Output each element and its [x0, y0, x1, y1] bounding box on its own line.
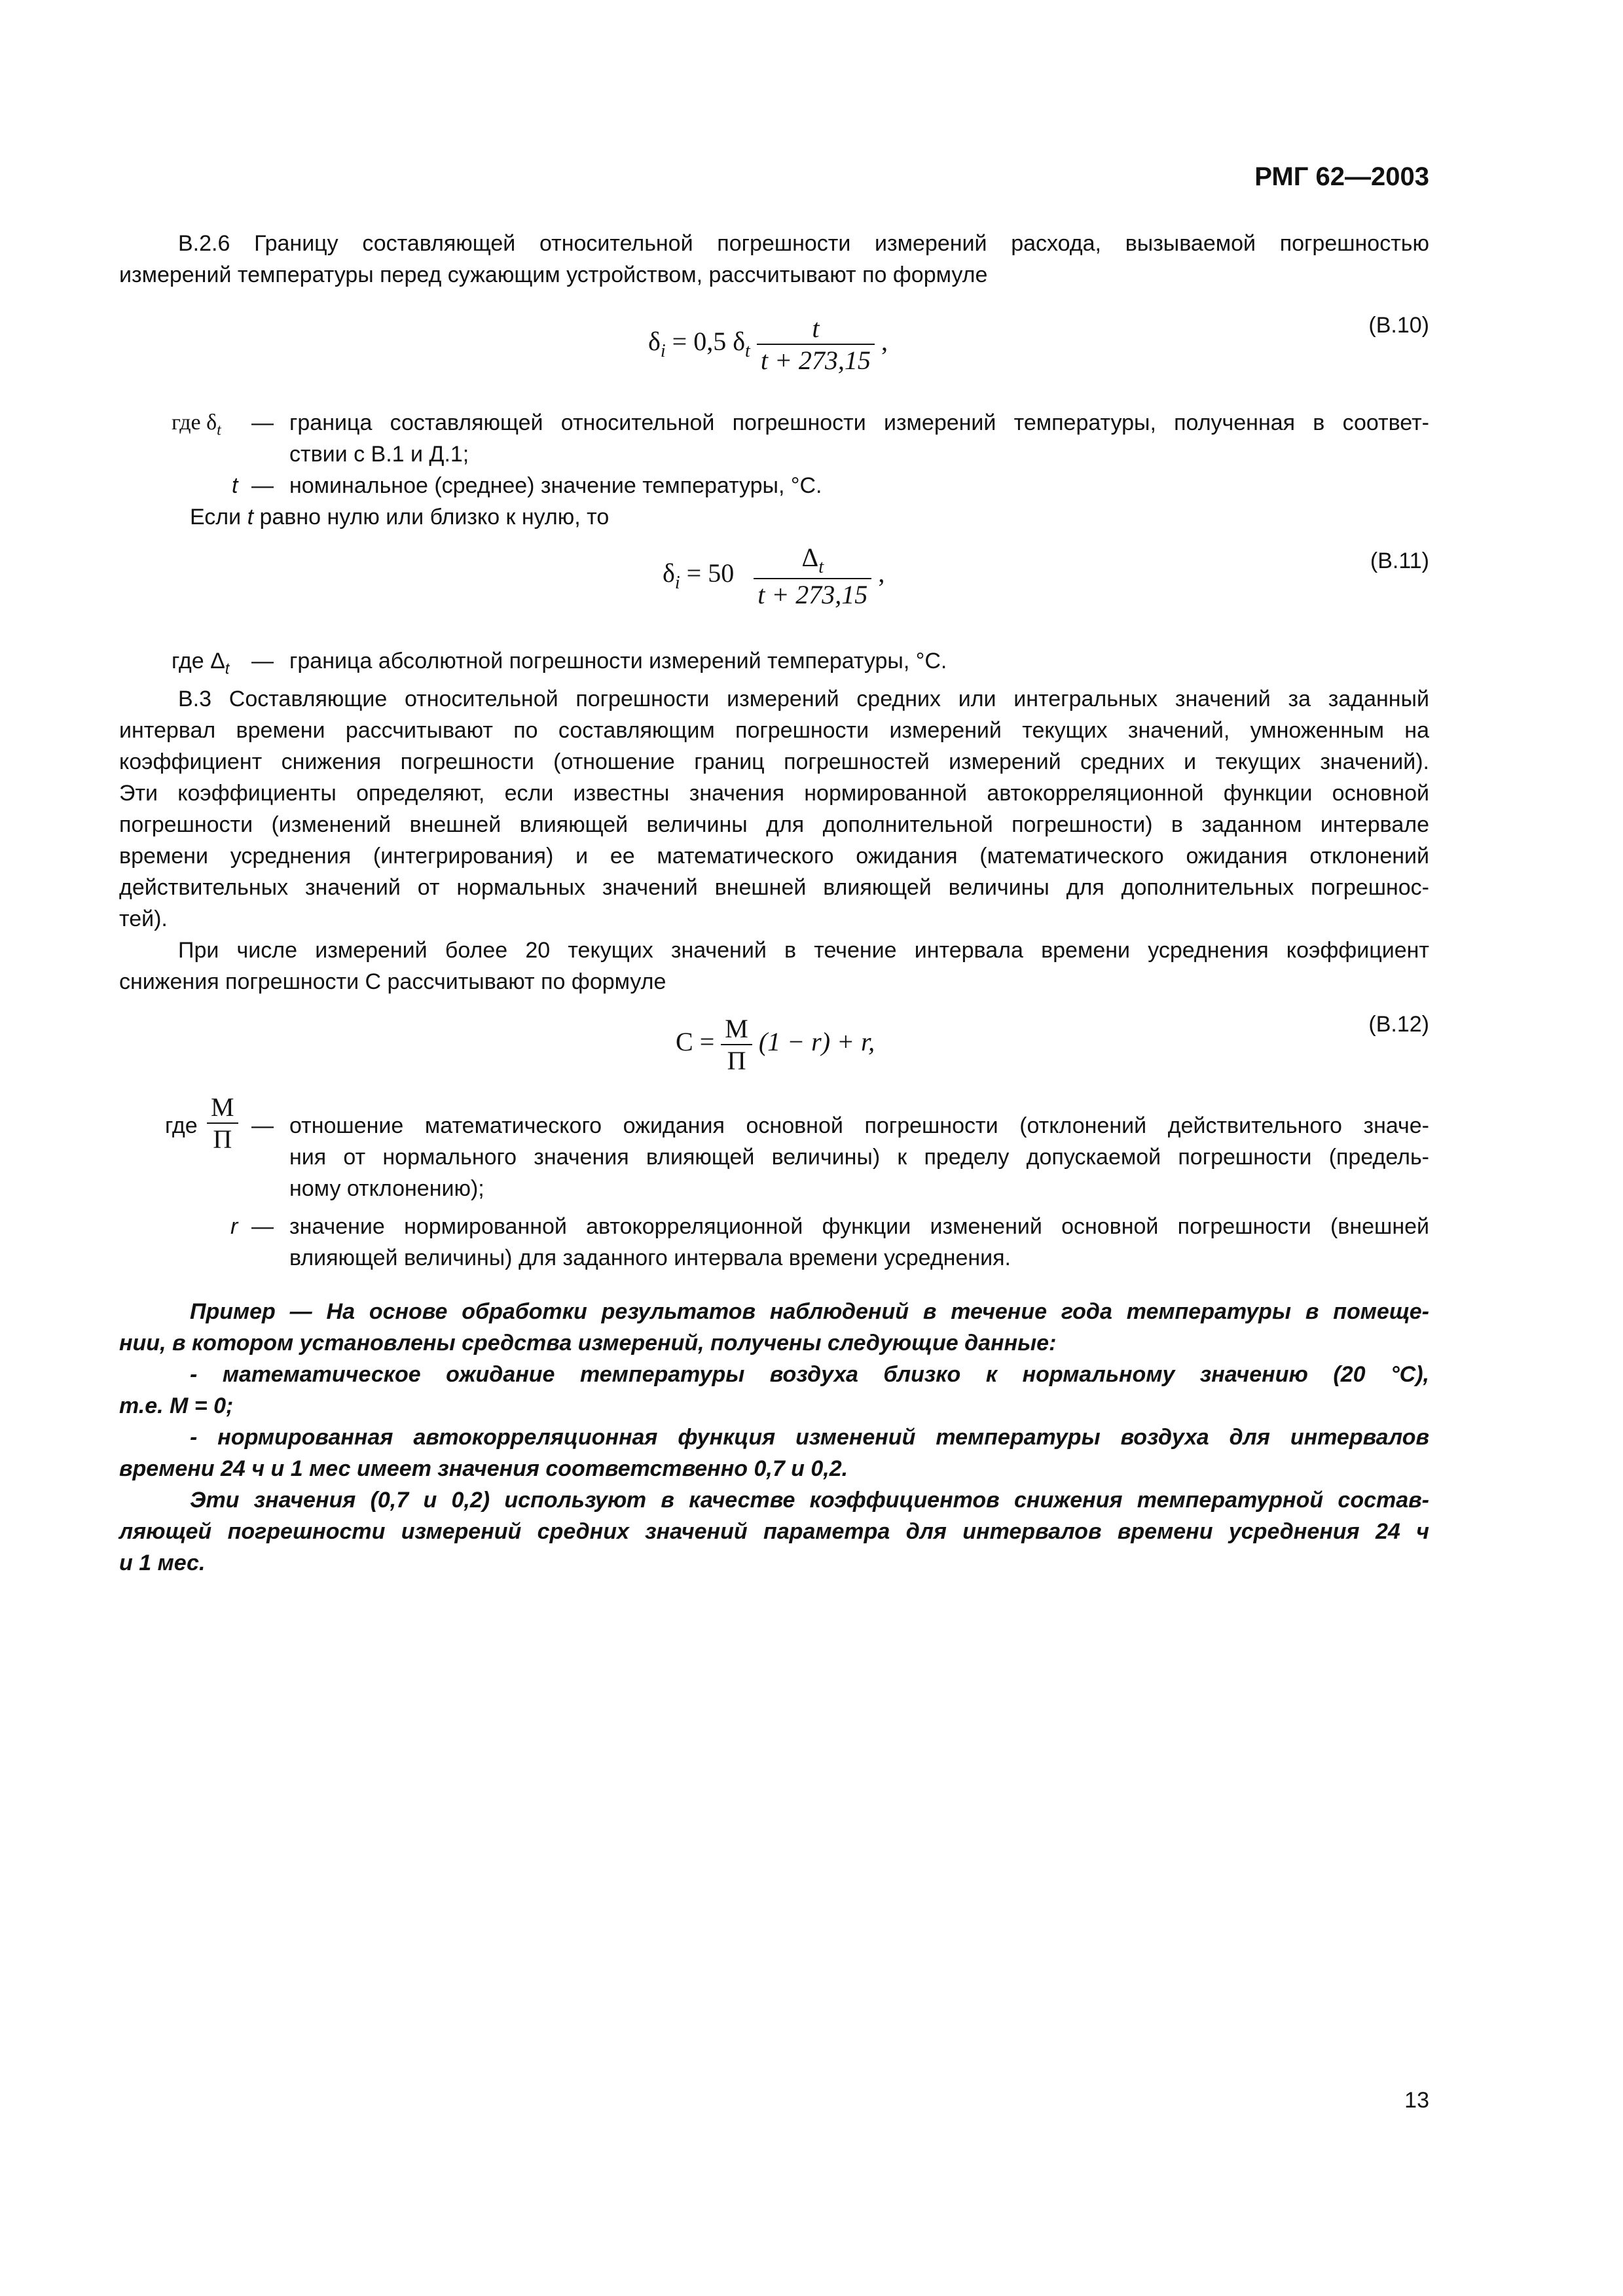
- where3-fraction: [207, 1092, 238, 1155]
- page-number: 13: [1404, 2088, 1429, 2113]
- where3-r-symbol: r: [230, 1214, 238, 1239]
- formula-b12-fraction: [721, 1013, 752, 1076]
- if-zero-t: t: [247, 505, 254, 529]
- example-line: времени 24 ч и 1 мес имеет значения соответственно 0,7 и 0,2.: [119, 1456, 848, 1481]
- formula-b12-lhs: С: [676, 1027, 693, 1057]
- where2-text: граница абсолютной погрешности измерений температуры, °С.: [289, 649, 947, 673]
- where3-numerator: М: [211, 1092, 234, 1122]
- if-zero-post: равно нулю или близко к нулю, то: [253, 505, 610, 529]
- formula-b10-denominator: t + 273,15: [757, 344, 875, 376]
- formula-b11-fraction: [754, 542, 871, 610]
- paragraph-b26-line1: В.2.6 Границу составляющей относительной погрешности измерений расхода, вызываемой погрешностью: [178, 231, 1429, 256]
- formula-b10-lhs: δ: [648, 327, 661, 357]
- formula-b11-denominator: t + 273,15: [754, 578, 871, 610]
- paragraph-b3-line: В.3 Составляющие относительной погрешности измерений средних или интегральных значений за заданный: [178, 687, 1429, 711]
- formula-b10-numerator: t: [812, 314, 820, 343]
- paragraph-count-line1: При числе измерений более 20 текущих значений в течение интервала времени усреднения коэффициент: [178, 938, 1429, 963]
- formula-b11-coef: = 50: [680, 558, 735, 588]
- example-line: т.е. М = 0;: [119, 1393, 234, 1418]
- formula-b11-numerator-sub: t: [818, 556, 824, 577]
- paragraph-count-line2: снижения погрешности С рассчитывают по формуле: [119, 969, 666, 994]
- paragraph-b3-line: Эти коэффициенты определяют, если известны значения нормированной автокорреляционной функции основной: [119, 781, 1429, 806]
- example-line: Эти значения (0,7 и 0,2) используют в качестве коэффициентов снижения температурной состав-: [190, 1488, 1429, 1513]
- equation-number-b12: (В.12): [1368, 1012, 1429, 1037]
- equation-number-b11: (В.11): [1370, 548, 1429, 573]
- formula-b10-coef: = 0,5 δ: [665, 327, 746, 357]
- where3-line3: ному отклонению);: [289, 1176, 484, 1201]
- where1-dash: —: [251, 410, 274, 435]
- formula-b10-tail: ,: [881, 327, 888, 357]
- where3-dash: —: [251, 1113, 274, 1138]
- paragraph-b26-line2: измерений температуры перед сужающим устройством, рассчитывают по формуле: [119, 262, 988, 287]
- example-line: Пример — На основе обработки результатов наблюдений в течение года температуры в помеще-: [190, 1299, 1429, 1324]
- if-zero-line: [190, 501, 609, 533]
- example-line: и 1 мес.: [119, 1551, 206, 1575]
- paragraph-b3-line: коэффициент снижения погрешности (отношение границ погрешностей измерений средних и текущих значений).: [119, 749, 1429, 774]
- equation-number-b10: (В.10): [1368, 313, 1429, 338]
- where1-t-text: номинальное (среднее) значение температуры, °С.: [289, 473, 822, 498]
- formula-b11-lhs-sub: i: [674, 572, 680, 593]
- where1-t-symbol: t: [232, 473, 238, 498]
- paragraph-b3-line: погрешности (изменений внешней влияющей величины для дополнительной погрешности) в заданном интервале: [119, 812, 1429, 837]
- formula-b11: [663, 542, 884, 610]
- example-line: - нормированная автокорреляционная функция изменений температуры воздуха для интервалов: [190, 1425, 1429, 1450]
- where3-fraction-body: [207, 1092, 238, 1155]
- example-line: ляющей погрешности измерений средних значений параметра для интервалов времени усреднения 24 ч: [119, 1519, 1429, 1544]
- where1-t-dash: —: [251, 473, 274, 498]
- example-line: - математическое ожидание температуры воздуха близко к нормальному значению (20 °С),: [190, 1362, 1429, 1387]
- where2-label-sub: t: [225, 660, 230, 678]
- paragraph-b3-line: интервал времени рассчитывают по составляющим погрешности измерений текущих значений, умноженным на: [119, 718, 1429, 743]
- where1-line2: ствии с В.1 и Д.1;: [289, 442, 469, 467]
- if-zero-pre: Если: [190, 505, 247, 529]
- paragraph-b3-line: времени усреднения (интегрирования) и ее математического ожидания (математического ожидания отклонений: [119, 844, 1429, 869]
- formula-b12-denominator: П: [721, 1044, 752, 1076]
- paragraph-b3-line: действительных значений от нормальных значений внешней влияющей величины для дополнительных погрешнос-: [119, 875, 1429, 900]
- where2-label: [172, 645, 229, 685]
- formula-b10-coef-sub: t: [745, 340, 750, 361]
- where1-line1: граница составляющей относительной погрешности измерений температуры, полученная в соответ-: [289, 410, 1429, 435]
- document-id: РМГ 62—2003: [1254, 162, 1429, 191]
- where3-r-line1: значение нормированной автокорреляционной функции изменений основной погрешности (внешней: [289, 1214, 1429, 1239]
- formula-b10-lhs-sub: i: [660, 340, 666, 361]
- formula-b10-fraction: [757, 313, 875, 376]
- where3-r-dash: —: [251, 1214, 274, 1239]
- where2-label-text: где Δ: [172, 649, 225, 673]
- formula-b11-numerator-delta: Δ: [801, 543, 819, 572]
- where1-label-sub: t: [217, 422, 221, 439]
- example-line: нии, в котором установлены средства измерений, получены следующие данные:: [119, 1331, 1057, 1355]
- formula-b11-numerator: [754, 542, 871, 578]
- formula-b12-numerator: М: [725, 1014, 748, 1043]
- where3-r-line2: влияющей величины) для заданного интервала времени усреднения.: [289, 1246, 1011, 1270]
- where3-line2: ния от нормального значения влияющей величины) к пределу допускаемой погрешности (предель-: [289, 1145, 1429, 1170]
- formula-b11-tail: ,: [878, 558, 885, 588]
- where3-line1: отношение математического ожидания основной погрешности (отклонений действительного значе-: [289, 1113, 1429, 1138]
- formula-b12-tail: (1 − r) + r,: [758, 1027, 875, 1057]
- where1-label-text: где δ: [172, 410, 217, 435]
- where1-label: [172, 407, 221, 446]
- where3-label: где: [165, 1113, 198, 1138]
- formula-b10: [648, 313, 888, 376]
- formula-b11-lhs: δ: [663, 558, 675, 588]
- formula-b12-eq: =: [693, 1027, 721, 1057]
- where2-dash: —: [251, 649, 274, 673]
- formula-b12: [676, 1013, 875, 1076]
- where3-denominator: П: [207, 1122, 238, 1155]
- paragraph-b3-last: тей).: [119, 906, 168, 931]
